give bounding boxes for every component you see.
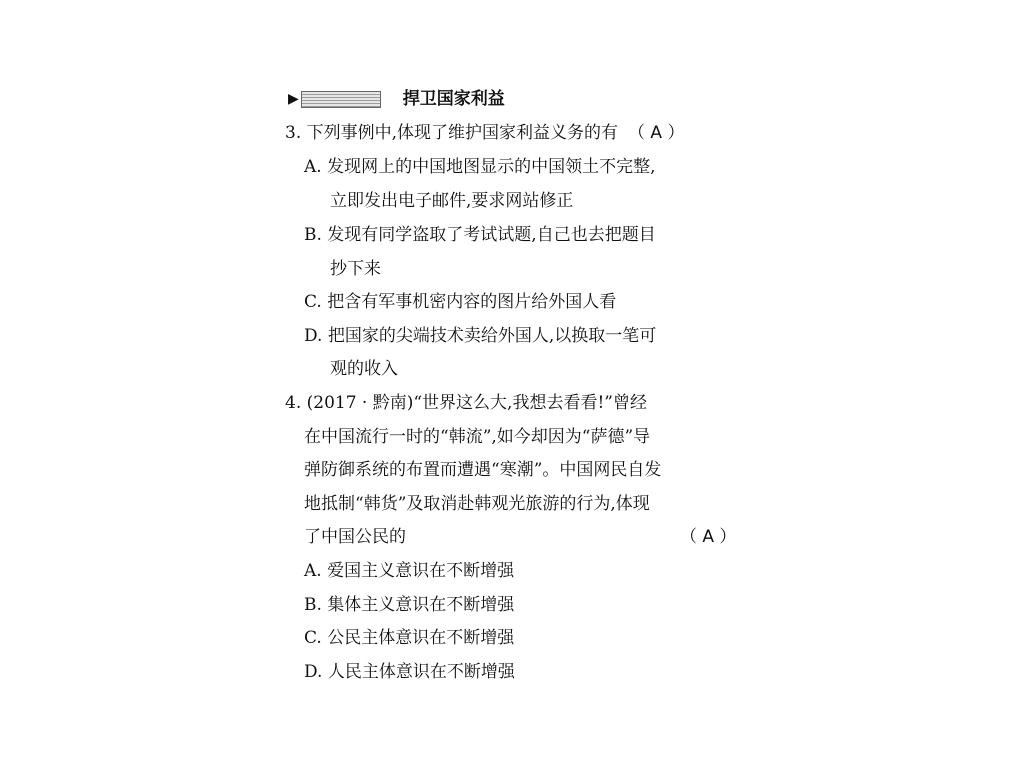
question-4-option-a: A. 爱国主义意识在不断增强 — [304, 561, 515, 581]
question-3-answer: （ A ） — [628, 123, 685, 143]
question-4-stem-line-4: 地抵制“韩货”及取消赴韩观光旅游的行为,体现 — [304, 494, 650, 514]
arrow-icon: ▶ — [288, 91, 299, 107]
question-4-stem-line-2: 在中国流行一时的“韩流”,如今却因为“萨德”导 — [304, 427, 651, 447]
question-4-stem-line-1: 4. (2017 · 黔南)“世界这么大,我想去看看!”曾经 — [285, 393, 647, 413]
question-4-stem-line-5: 了中国公民的 — [304, 527, 406, 547]
question-4-option-c: C. 公民主体意识在不断增强 — [304, 628, 515, 648]
question-4-option-d: D. 人民主体意识在不断增强 — [304, 662, 515, 682]
section-header — [288, 86, 505, 112]
section-title: 捍卫国家利益 — [402, 89, 505, 109]
question-4-answer: （ A ） — [680, 527, 737, 547]
question-4-stem-line-3: 弹防御系统的布置而遭遇“寒潮”。中国网民自发 — [304, 460, 662, 480]
question-3-stem-text: 3. 下列事例中,体现了维护国家利益义务的有 — [285, 123, 619, 143]
section-tag-label — [301, 91, 381, 108]
question-4-option-b: B. 集体主义意识在不断增强 — [304, 595, 515, 615]
question-3-option-b: B. 发现有同学盗取了考试试题,自己也去把题目 — [304, 225, 656, 245]
question-3-option-d-cont: 观的收入 — [330, 359, 398, 379]
question-3-option-b-cont: 抄下来 — [330, 259, 381, 279]
question-3-option-d: D. 把国家的尖端技术卖给外国人,以换取一笔可 — [304, 326, 657, 346]
question-3-option-a-cont: 立即发出电子邮件,要求网站修正 — [330, 191, 574, 211]
question-3-stem — [285, 122, 684, 144]
question-3-option-a: A. 发现网上的中国地图显示的中国领土不完整, — [304, 157, 656, 177]
question-3-option-c: C. 把含有军事机密内容的图片给外国人看 — [304, 292, 617, 312]
